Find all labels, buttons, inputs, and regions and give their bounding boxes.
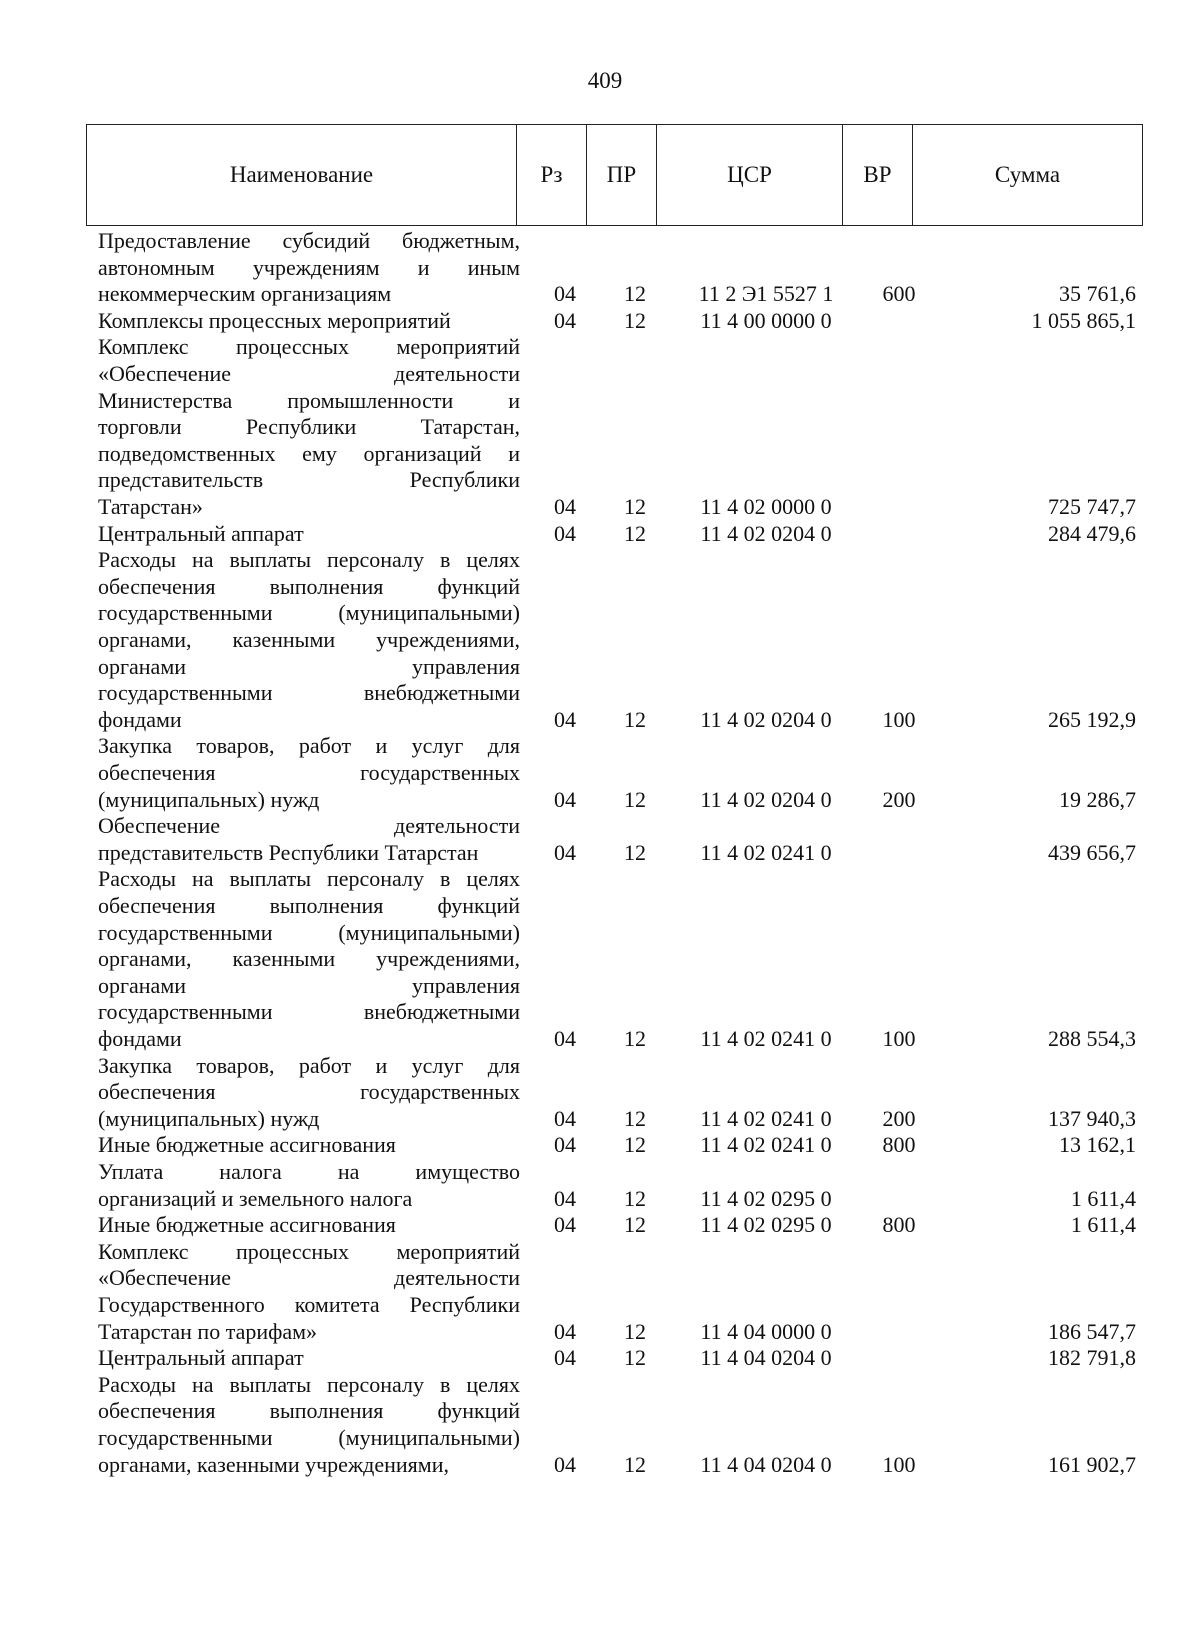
table-row [0,813,1200,866]
row-csr: 11 4 02 0204 0 [700,786,832,812]
row-name-line: автономным учреждениям и иным [98,254,520,280]
row-rz: 04 [554,1132,576,1158]
table-row [0,1053,1200,1133]
table-row [0,1345,1200,1372]
row-pr: 12 [624,520,646,546]
row-vr: 200 [882,1105,916,1131]
header-sum: Сумма [913,125,1143,226]
row-csr: 11 4 02 0295 0 [700,1212,832,1238]
table-row [0,733,1200,813]
row-name [98,1372,520,1478]
row-name-line: Татарстан» [98,493,203,519]
row-name-line: фондами [98,706,182,732]
row-name-line: Закупка товаров, работ и услуг для [98,733,520,759]
row-name-line: государственными (муниципальными) [98,919,520,945]
row-csr: 11 4 02 0204 0 [700,520,832,546]
row-name-line: (муниципальных) нужд [98,786,320,812]
row-name-line: Центральный аппарат [98,1345,304,1371]
row-sum: 1 055 865,1 [1031,307,1136,333]
header-rz: Рз [517,125,587,226]
row-csr: 11 4 02 0241 0 [700,1105,832,1131]
row-rz: 04 [554,307,576,333]
table-row [0,547,1200,733]
row-vr: 800 [882,1132,916,1158]
row-name [98,866,520,1052]
row-name [98,1132,520,1159]
row-name-line: Закупка товаров, работ и услуг для [98,1052,520,1078]
row-csr: 11 4 02 0241 0 [700,1132,832,1158]
row-name-line: представительств Республики [98,467,520,493]
row-name-line: «Обеспечение деятельности [98,1265,520,1291]
row-name-line: Комплекс процессных мероприятий [98,1238,520,1264]
row-name-line: представительств Республики Татарстан [98,839,479,865]
header-pr: ПР [587,125,657,226]
row-rz: 04 [554,493,576,519]
row-name-line: Комплекс процессных мероприятий [98,334,520,360]
row-name-line: Расходы на выплаты персоналу в целях [98,547,520,573]
row-csr: 11 4 02 0241 0 [700,839,832,865]
row-name-line: Расходы на выплаты персоналу в целях [98,866,520,892]
row-rz: 04 [554,1451,576,1477]
header-name: Наименование [87,125,517,226]
row-name-line: Расходы на выплаты персоналу в целях [98,1371,520,1397]
table-row [0,1239,1200,1345]
row-csr: 11 4 02 0241 0 [700,1025,832,1051]
row-name-line: «Обеспечение деятельности [98,360,520,386]
row-name-line: Обеспечение деятельности [98,813,520,839]
row-name [98,1159,520,1212]
row-sum: 439 656,7 [1048,839,1136,865]
table-row [0,308,1200,335]
row-vr: 100 [882,1451,916,1477]
row-sum: 725 747,7 [1048,493,1136,519]
row-rz: 04 [554,1345,576,1371]
row-sum: 1 611,4 [1070,1185,1136,1211]
row-pr: 12 [624,1185,646,1211]
table-header [86,124,1143,226]
row-pr: 12 [624,786,646,812]
row-sum: 161 902,7 [1048,1451,1136,1477]
row-name-line: Министерства промышленности и [98,387,520,413]
row-name [98,547,520,733]
row-pr: 12 [624,706,646,732]
row-name [98,813,520,866]
row-name [98,334,520,520]
row-name-line: органами, казенными учреждениями, [98,946,520,972]
row-pr: 12 [624,1451,646,1477]
row-name-line: органами управления [98,653,520,679]
row-rz: 04 [554,281,576,307]
row-pr: 12 [624,307,646,333]
row-sum: 13 162,1 [1059,1132,1136,1158]
header-row [87,125,1143,226]
row-vr: 800 [882,1212,916,1238]
row-name-line: органами управления [98,972,520,998]
row-name [98,1053,520,1133]
row-name [98,308,520,335]
row-csr: 11 4 04 0204 0 [700,1451,832,1477]
row-name-line: торговли Республики Татарстан, [98,414,520,440]
row-pr: 12 [624,839,646,865]
row-name-line: Государственного комитета Республики [98,1291,520,1317]
row-name [98,733,520,813]
table-row [0,1212,1200,1239]
row-name-line: обеспечения государственных [98,1079,520,1105]
row-name [98,228,520,308]
row-name-line: Комплексы процессных мероприятий [98,307,451,333]
row-csr: 11 2 Э1 5527 1 [698,281,834,307]
row-rz: 04 [554,706,576,732]
row-sum: 182 791,8 [1048,1345,1136,1371]
row-csr: 11 4 04 0204 0 [700,1345,832,1371]
row-rz: 04 [554,520,576,546]
row-name-line: обеспечения государственных [98,759,520,785]
row-name [98,1212,520,1239]
row-rz: 04 [554,1105,576,1131]
row-name-line: органами, казенными учреждениями, [98,1451,449,1477]
row-pr: 12 [624,493,646,519]
row-name-line: государственными внебюджетными [98,680,520,706]
table-row [0,228,1200,308]
row-name-line: государственными (муниципальными) [98,600,520,626]
table-row [0,1372,1200,1478]
row-pr: 12 [624,1318,646,1344]
row-name-line: Предоставление субсидий бюджетным, [98,228,520,253]
row-vr: 100 [882,1025,916,1051]
row-pr: 12 [624,1212,646,1238]
row-sum: 19 286,7 [1059,786,1136,812]
table-row [0,866,1200,1052]
row-name-line: Уплата налога на имущество [98,1159,520,1184]
row-name-line: некоммерческим организациям [98,281,392,307]
row-pr: 12 [624,1105,646,1131]
row-pr: 12 [624,281,646,307]
row-name [98,1345,520,1372]
row-pr: 12 [624,1025,646,1051]
row-name-line: фондами [98,1025,182,1051]
row-rz: 04 [554,1025,576,1051]
row-vr: 600 [882,281,916,307]
row-name-line: государственными (муниципальными) [98,1424,520,1450]
row-sum: 284 479,6 [1048,520,1136,546]
row-name-line: Центральный аппарат [98,520,304,546]
row-vr: 200 [882,786,916,812]
table-row [0,1132,1200,1159]
row-rz: 04 [554,1212,576,1238]
row-csr: 11 4 00 0000 0 [700,307,832,333]
row-vr: 100 [882,706,916,732]
row-csr: 11 4 02 0295 0 [700,1185,832,1211]
row-sum: 265 192,9 [1048,706,1136,732]
table-row [0,521,1200,548]
row-sum: 186 547,7 [1048,1318,1136,1344]
row-rz: 04 [554,839,576,865]
header-vr: ВР [843,125,913,226]
row-sum: 35 761,6 [1059,281,1136,307]
row-sum: 288 554,3 [1048,1025,1136,1051]
row-name-line: Татарстан по тарифам» [98,1318,318,1344]
table-row [0,334,1200,520]
row-rz: 04 [554,1318,576,1344]
row-name-line: Иные бюджетные ассигнования [98,1212,396,1238]
row-name-line: государственными внебюджетными [98,999,520,1025]
row-name [98,1239,520,1345]
row-name-line: обеспечения выполнения функций [98,892,520,918]
row-pr: 12 [624,1345,646,1371]
header-csr: ЦСР [657,125,843,226]
row-rz: 04 [554,786,576,812]
row-sum: 137 940,3 [1048,1105,1136,1131]
row-name [98,521,520,548]
row-csr: 11 4 04 0000 0 [700,1318,832,1344]
row-pr: 12 [624,1132,646,1158]
row-name-line: обеспечения выполнения функций [98,573,520,599]
row-name-line: Иные бюджетные ассигнования [98,1132,396,1158]
page-number: 409 [587,68,623,93]
row-csr: 11 4 02 0000 0 [700,493,832,519]
row-sum: 1 611,4 [1070,1212,1136,1238]
row-name-line: обеспечения выполнения функций [98,1398,520,1424]
row-name-line: органами, казенными учреждениями, [98,626,520,652]
row-csr: 11 4 02 0204 0 [700,706,832,732]
row-name-line: (муниципальных) нужд [98,1105,320,1131]
table-row [0,1159,1200,1212]
row-name-line: подведомственных ему организаций и [98,440,520,466]
row-rz: 04 [554,1185,576,1211]
row-name-line: организаций и земельного налога [98,1185,413,1211]
